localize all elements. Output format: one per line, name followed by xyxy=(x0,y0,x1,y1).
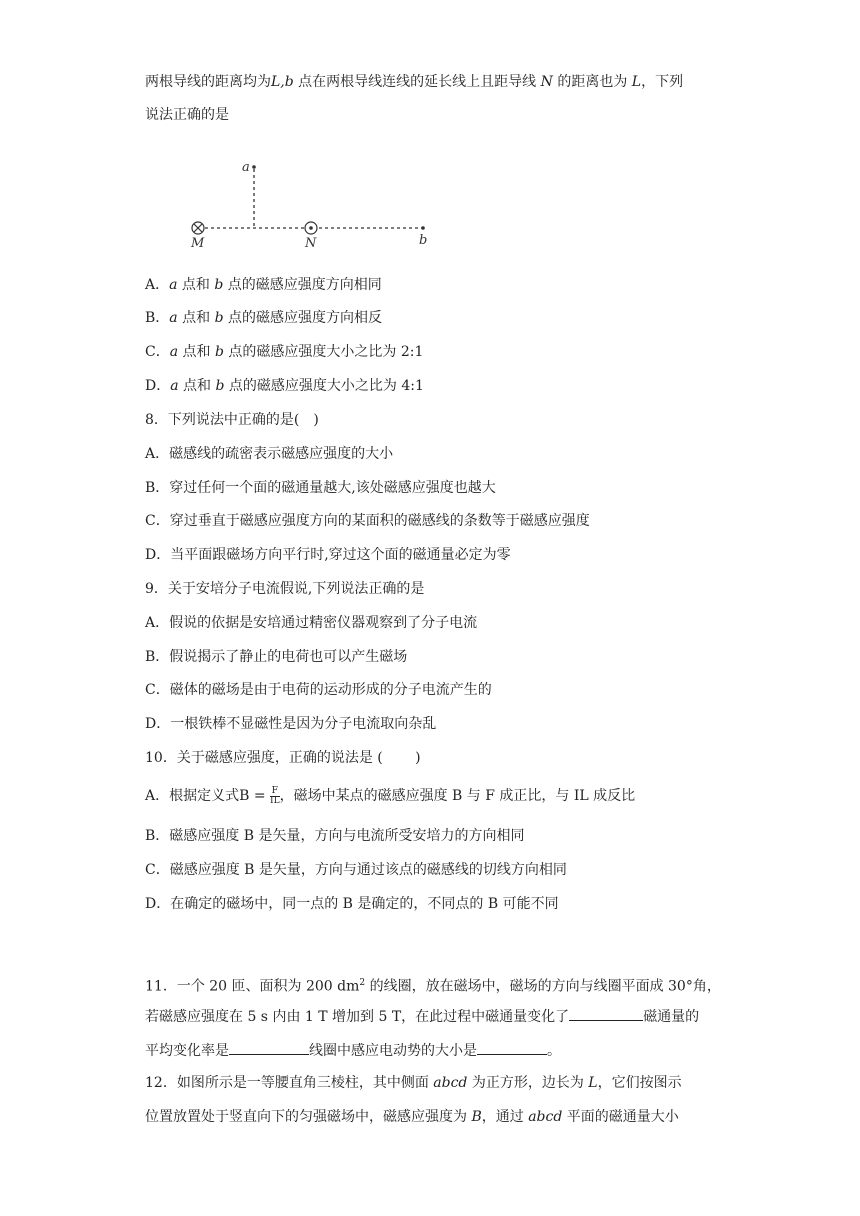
label-a: a xyxy=(242,160,250,175)
answer-blank-3[interactable] xyxy=(477,1040,547,1055)
q8-option-b: B．穿过任何一个面的磁通量越大,该处磁感应强度也越大 xyxy=(145,480,496,496)
q10-stem: 10．关于磁感应强度，正确的说法是 ( ) xyxy=(145,750,421,766)
wire-m-into-page-icon xyxy=(192,222,204,234)
q8-option-a: A．磁感线的疏密表示磁感应强度的大小 xyxy=(145,446,394,462)
answer-blank-2[interactable] xyxy=(229,1040,309,1055)
q10-option-a: A．根据定义式B = $\frac{F}{IL}$ ，磁场中某点的磁感应强度 B 与 F 成正比，与 IL 成反比 xyxy=(145,785,636,806)
point-a-dot xyxy=(252,165,256,169)
point-b-dot xyxy=(421,226,425,230)
q10-option-b: B．磁感应强度 B 是矢量，方向与电流所受安培力的方向相同 xyxy=(145,828,525,844)
q7-option-a: A．a 点和 b 点的磁感应强度方向相同 xyxy=(145,277,382,293)
q11-line-1: 11．一个 20 匝、面积为 200 $dm^2$ 的线圈，放在磁场中，磁场的方向与线圈平面成 30°角， xyxy=(145,978,721,995)
q7-option-d: D．a 点和 b 点的磁感应强度大小之比为 4:1 xyxy=(145,378,424,394)
q9-option-d: D．一根铁棒不显磁性是因为分子电流取向杂乱 xyxy=(145,716,437,732)
q8-stem: 8．下列说法中正确的是( ) xyxy=(145,412,319,428)
q12-line-1: 12．如图所示是一等腰直角三棱柱，其中侧面 abcd 为正方形，边长为 L，它们按图示 xyxy=(145,1075,682,1091)
q9-option-c: C．磁体的磁场是由于电荷的运动形成的分子电流产生的 xyxy=(145,682,492,698)
label-m: M xyxy=(191,236,205,250)
q11-line-2: 若磁感应强度在 5 s 内由 1 T 增加到 5 T，在此过程中磁通量变化了 磁通量的 xyxy=(145,1006,699,1027)
q10-option-d: D．在确定的磁场中，同一点的 B 是确定的，不同点的 B 可能不同 xyxy=(145,896,559,912)
label-n: N xyxy=(305,236,317,250)
q7-option-b: B．a 点和 b 点的磁感应强度方向相反 xyxy=(145,310,382,326)
q8-option-d: D．当平面跟磁场方向平行时,穿过这个面的磁通量必定为零 xyxy=(145,547,511,563)
q12-line-2: 位置放置处于竖直向下的匀强磁场中，磁感应强度为 B，通过 abcd 平面的磁通量大小 xyxy=(145,1109,679,1125)
wire-n-out-of-page-icon xyxy=(305,222,317,234)
q9-stem: 9．关于安培分子电流假说,下列说法正确的是 xyxy=(145,581,425,597)
formula-fraction: $\frac{F}{IL}$ xyxy=(270,785,280,806)
q7-option-c: C．a 点和 b 点的磁感应强度大小之比为 2:1 xyxy=(145,344,424,360)
label-b: b xyxy=(419,233,428,248)
intro-line-2: 说法正确的是 xyxy=(145,107,229,123)
q11-line-3: 平均变化率是 线圈中感应电动势的大小是 。 xyxy=(145,1040,561,1061)
wire-diagram xyxy=(185,155,445,250)
q10-option-c: C．磁感应强度 B 是矢量，方向与通过该点的磁感线的切线方向相同 xyxy=(145,862,567,878)
answer-blank-1[interactable] xyxy=(569,1006,643,1021)
intro-line-1: 两根导线的距离均为L,b 点在两根导线连线的延长线上且距导线 N 的距离也为 L，下列 xyxy=(145,74,684,90)
q9-option-a: A．假说的依据是安培通过精密仪器观察到了分子电流 xyxy=(145,615,478,631)
q9-option-b: B．假说揭示了静止的电荷也可以产生磁场 xyxy=(145,649,408,665)
q8-option-c: C．穿过垂直于磁感应强度方向的某面积的磁感线的条数等于磁感应强度 xyxy=(145,513,590,529)
